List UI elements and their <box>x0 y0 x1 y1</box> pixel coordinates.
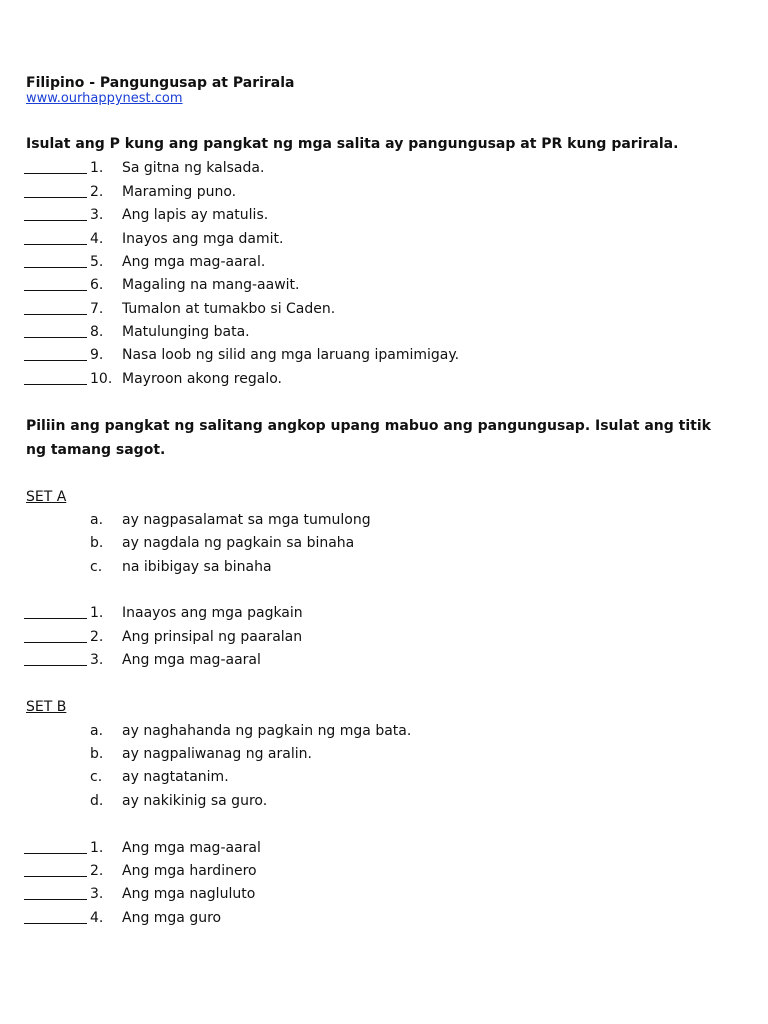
item-text: Matulunging bata. <box>122 324 250 340</box>
set-a-item-1 <box>0 604 700 624</box>
answer-blank[interactable] <box>24 337 87 338</box>
answer-blank[interactable] <box>24 197 87 198</box>
part1-item-8 <box>0 323 700 343</box>
part1-item-3 <box>0 206 700 226</box>
set-a-item-3 <box>0 651 700 671</box>
set-a-choice-c <box>0 558 700 578</box>
item-number: 3. <box>90 207 104 223</box>
item-text: Ang mga nagluluto <box>122 886 256 902</box>
item-text: Tumalon at tumakbo si Caden. <box>122 301 336 317</box>
set-a-item-2 <box>0 628 700 648</box>
answer-blank[interactable] <box>24 267 87 268</box>
part1-item-10 <box>0 370 700 390</box>
choice-letter: d. <box>90 793 104 809</box>
set-b-choice-a <box>0 722 700 742</box>
answer-blank[interactable] <box>24 618 87 619</box>
item-number: 2. <box>90 629 104 645</box>
choice-letter: a. <box>90 512 104 528</box>
choice-text: ay nagpaliwanag ng aralin. <box>122 746 312 762</box>
item-number: 5. <box>90 254 104 270</box>
item-text: Ang mga hardinero <box>122 863 257 879</box>
choice-letter: c. <box>90 559 103 575</box>
answer-blank[interactable] <box>24 220 87 221</box>
answer-blank[interactable] <box>24 665 87 666</box>
item-number: 1. <box>90 605 104 621</box>
item-number: 3. <box>90 886 104 902</box>
part1-item-5 <box>0 253 700 273</box>
set-b-choice-b <box>0 745 700 765</box>
item-number: 10. <box>90 371 113 387</box>
choice-text: ay nagpasalamat sa mga tumulong <box>122 512 371 528</box>
item-text: Ang mga guro <box>122 910 222 926</box>
item-number: 1. <box>90 160 104 176</box>
choice-letter: a. <box>90 723 104 739</box>
item-number: 3. <box>90 652 104 668</box>
item-text: Maraming puno. <box>122 184 237 200</box>
part1-item-1 <box>0 159 700 179</box>
part1-instruction: Isulat ang P kung ang pangkat ng mga salita ay pangungusap at PR kung parirala. <box>26 136 679 152</box>
answer-blank[interactable] <box>24 899 87 900</box>
part2-instruction-line2: ng tamang sagot. <box>26 442 166 458</box>
choice-text: ay nagdala ng pagkain sa binaha <box>122 535 355 551</box>
part1-item-7 <box>0 300 700 320</box>
part1-item-6 <box>0 276 700 296</box>
item-text: Ang lapis ay matulis. <box>122 207 269 223</box>
answer-blank[interactable] <box>24 384 87 385</box>
item-text: Ang mga mag-aaral. <box>122 254 266 270</box>
item-text: Ang mga mag-aaral <box>122 840 261 856</box>
part1-item-9 <box>0 346 700 366</box>
item-number: 2. <box>90 184 104 200</box>
choice-letter: b. <box>90 746 104 762</box>
item-number: 9. <box>90 347 104 363</box>
item-text: Magaling na mang-aawit. <box>122 277 300 293</box>
choice-text: na ibibigay sa binaha <box>122 559 272 575</box>
set-a-choice-a <box>0 511 700 531</box>
answer-blank[interactable] <box>24 360 87 361</box>
choice-letter: b. <box>90 535 104 551</box>
answer-blank[interactable] <box>24 314 87 315</box>
choice-letter: c. <box>90 769 103 785</box>
item-text: Inayos ang mga damit. <box>122 231 284 247</box>
part2-instruction-line1: Piliin ang pangkat ng salitang angkop upang mabuo ang pangungusap. Isulat ang titik <box>26 418 711 434</box>
item-text: Sa gitna ng kalsada. <box>122 160 265 176</box>
answer-blank[interactable] <box>24 642 87 643</box>
website-link[interactable]: www.ourhappynest.com <box>26 91 183 106</box>
part1-item-2 <box>0 183 700 203</box>
set-b-item-4 <box>0 909 700 929</box>
set-a-choice-b <box>0 534 700 554</box>
part2-instruction <box>26 414 726 462</box>
item-text: Ang mga mag-aaral <box>122 652 261 668</box>
set-b-choice-c <box>0 768 700 788</box>
answer-blank[interactable] <box>24 290 87 291</box>
answer-blank[interactable] <box>24 853 87 854</box>
page-title: Filipino - Pangungusap at Parirala <box>26 75 295 91</box>
answer-blank[interactable] <box>24 173 87 174</box>
item-text: Mayroon akong regalo. <box>122 371 282 387</box>
answer-blank[interactable] <box>24 244 87 245</box>
choice-text: ay naghahanda ng pagkain ng mga bata. <box>122 723 412 739</box>
item-text: Nasa loob ng silid ang mga laruang ipamimigay. <box>122 347 460 363</box>
item-number: 4. <box>90 910 104 926</box>
item-number: 2. <box>90 863 104 879</box>
set-b-item-2 <box>0 862 700 882</box>
item-number: 1. <box>90 840 104 856</box>
set-b-label: SET B <box>26 699 67 715</box>
part1-item-4 <box>0 230 700 250</box>
choice-text: ay nakikinig sa guro. <box>122 793 268 809</box>
set-b-item-3 <box>0 885 700 905</box>
item-text: Inaayos ang mga pagkain <box>122 605 303 621</box>
item-text: Ang prinsipal ng paaralan <box>122 629 303 645</box>
item-number: 7. <box>90 301 104 317</box>
item-number: 8. <box>90 324 104 340</box>
answer-blank[interactable] <box>24 876 87 877</box>
answer-blank[interactable] <box>24 923 87 924</box>
item-number: 6. <box>90 277 104 293</box>
item-number: 4. <box>90 231 104 247</box>
set-a-label: SET A <box>26 489 67 505</box>
choice-text: ay nagtatanim. <box>122 769 229 785</box>
set-b-item-1 <box>0 839 700 859</box>
set-b-choice-d <box>0 792 700 812</box>
